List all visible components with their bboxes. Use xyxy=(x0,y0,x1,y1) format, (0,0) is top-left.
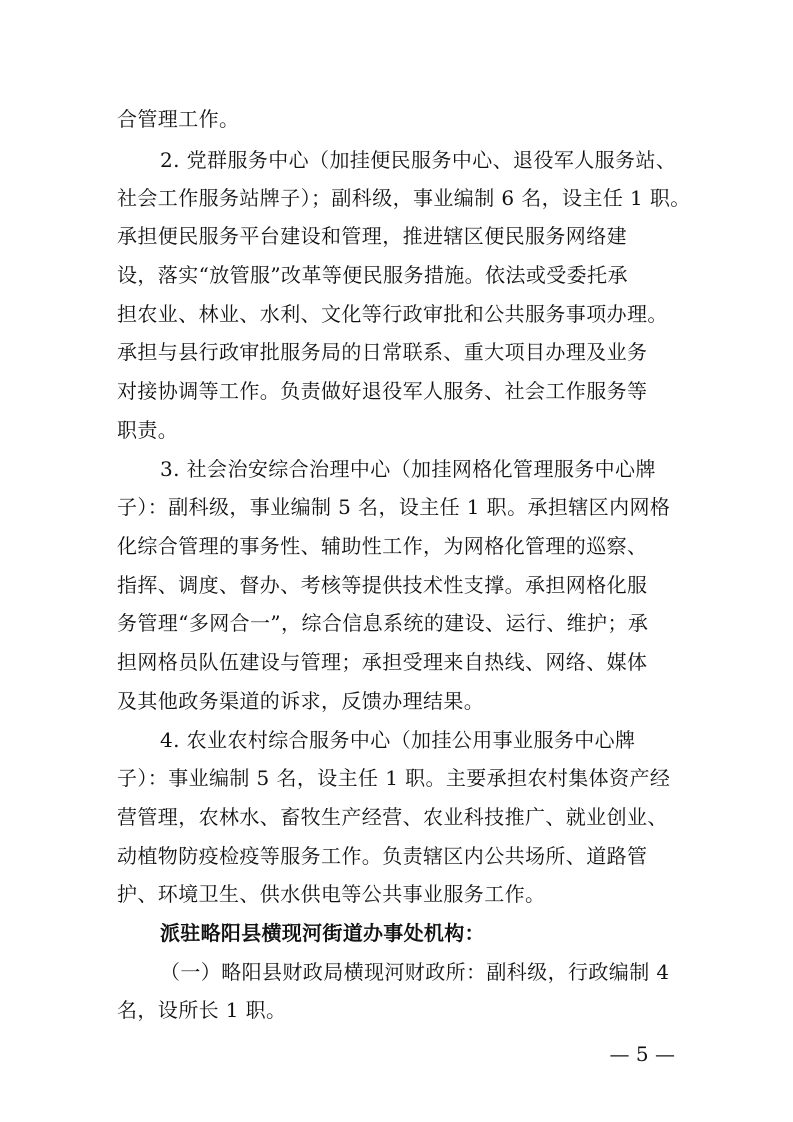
text-line: 合管理工作。 xyxy=(117,107,240,131)
text-line: 化综合管理的事务性、辅助性工作，为网格化管理的巡察、 xyxy=(117,534,648,558)
text-line: 担网格员队伍建设与管理；承担受理来自热线、网络、媒体 xyxy=(117,650,648,674)
text-line: 子）：事业编制 5 名，设主任 1 职。主要承担农村集体资产经 xyxy=(117,766,671,790)
text-line: 子）：副科级，事业编制 5 名，设主任 1 职。承担辖区内网格 xyxy=(117,495,671,519)
text-line: 职责。 xyxy=(117,418,179,442)
text-line: 指挥、调度、督办、考核等提供技术性支撑。承担网格化服 xyxy=(117,573,648,597)
text-line: 承担便民服务平台建设和管理，推进辖区便民服务网络建 xyxy=(117,224,627,248)
text-line: 3. 社会治安综合治理中心（加挂网格化管理服务中心牌 xyxy=(160,457,656,481)
text-line: 社会工作服务站牌子）；副科级，事业编制 6 名，设主任 1 职。 xyxy=(117,186,691,210)
text-line: 2. 党群服务中心（加挂便民服务中心、退役军人服务站、 xyxy=(160,148,677,172)
text-line: 及其他政务渠道的诉求，反馈办理结果。 xyxy=(117,689,485,713)
text-line: 务管理“多网合一”，综合信息系统的建设、运行、维护；承 xyxy=(117,611,649,635)
text-line: 4. 农业农村综合服务中心（加挂公用事业服务中心牌 xyxy=(160,728,636,752)
section-heading: 派驻略阳县横现河街道办事处机构： xyxy=(160,921,485,945)
text-line: 对接协调等工作。负责做好退役军人服务、社会工作服务等 xyxy=(117,379,648,403)
page-number: — 5 — xyxy=(609,1042,675,1066)
text-line: 设，落实“放管服”改革等便民服务措施。依法或受委托承 xyxy=(117,263,628,287)
text-line: 护、环境卫生、供水供电等公共事业服务工作。 xyxy=(117,882,546,906)
text-line: 名，设所长 1 职。 xyxy=(117,998,287,1022)
text-line: 承担与县行政审批服务局的日常联系、重大项目办理及业务 xyxy=(117,340,648,364)
text-line: 动植物防疫检疫等服务工作。负责辖区内公共场所、道路管 xyxy=(117,844,648,868)
text-line: （一）略阳县财政局横现河财政所：副科级，行政编制 4 xyxy=(160,960,670,984)
text-line: 营管理，农林水、畜牧生产经营、农业科技推广、就业创业、 xyxy=(117,805,668,829)
text-line: 担农业、林业、水利、文化等行政审批和公共服务事项办理。 xyxy=(117,302,668,326)
